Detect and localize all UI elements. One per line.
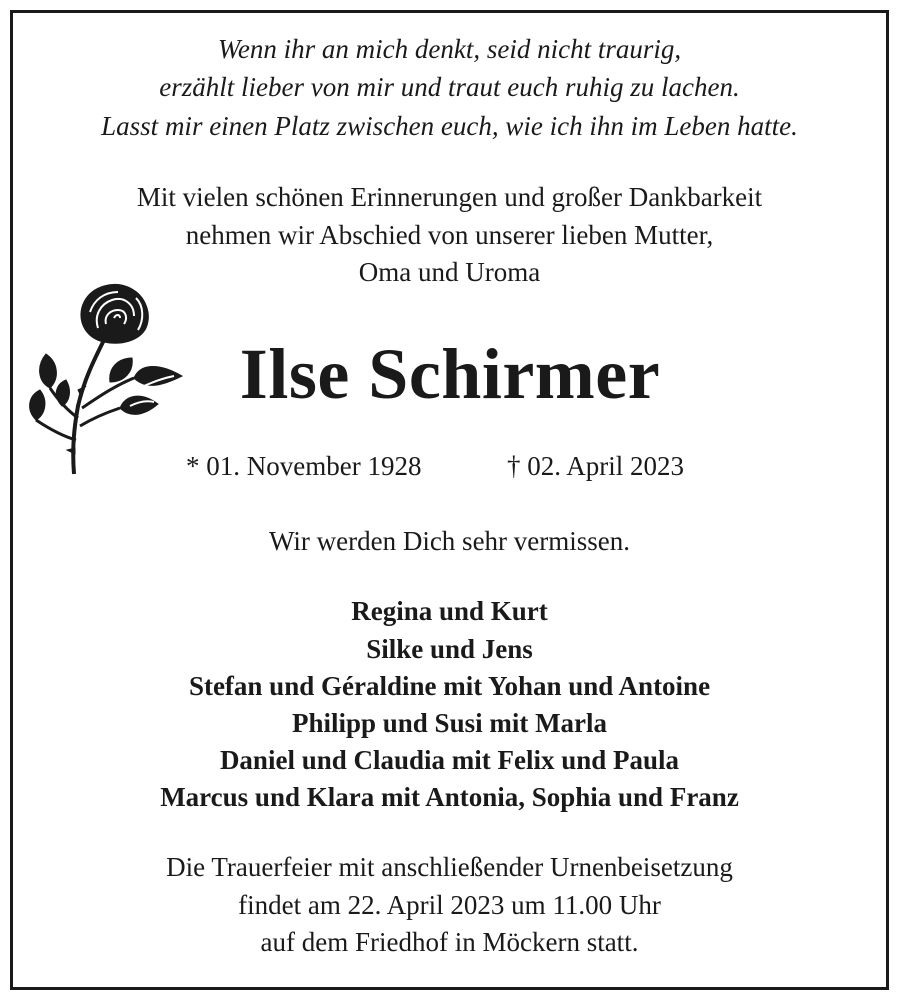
family-line: Stefan und Géraldine mit Yohan und Antoine (188, 671, 711, 701)
intro-line: Oma und Uroma (358, 257, 541, 287)
family-line: Regina und Kurt (351, 596, 548, 626)
family-line: Silke und Jens (366, 634, 533, 664)
closing-line: Wir werden Dich sehr vermissen. (268, 526, 631, 556)
family-line: Daniel und Claudia mit Felix und Paula (219, 745, 680, 775)
family-line: Philipp und Susi mit Marla (291, 708, 608, 738)
poem-line: Lasst mir einen Platz zwischen euch, wie ich ihn im Leben hatte. (101, 111, 798, 141)
poem-line: Wenn ihr an mich denkt, seid nicht traurig, (217, 34, 682, 64)
birth-date: * 01. November 1928 (186, 451, 422, 481)
family-line: Marcus und Klara mit Antonia, Sophia und Franz (160, 782, 739, 812)
poem-line: erzählt lieber von mir und traut euch ruhig zu lachen. (159, 72, 740, 102)
service-line: auf dem Friedhof in Möckern statt. (260, 927, 639, 957)
notice-border (10, 10, 889, 990)
death-date: † 02. April 2023 (507, 451, 685, 481)
intro-line: Mit vielen schönen Erinnerungen und großer Dankbarkeit (136, 182, 763, 212)
deceased-name: Ilse Schirmer (239, 334, 661, 414)
intro-line: nehmen wir Abschied von unserer lieben Mutter, (185, 220, 714, 250)
service-line: findet am 22. April 2023 um 11.00 Uhr (238, 890, 661, 920)
service-line: Die Trauerfeier mit anschließender Urnenbeisetzung (166, 852, 733, 882)
